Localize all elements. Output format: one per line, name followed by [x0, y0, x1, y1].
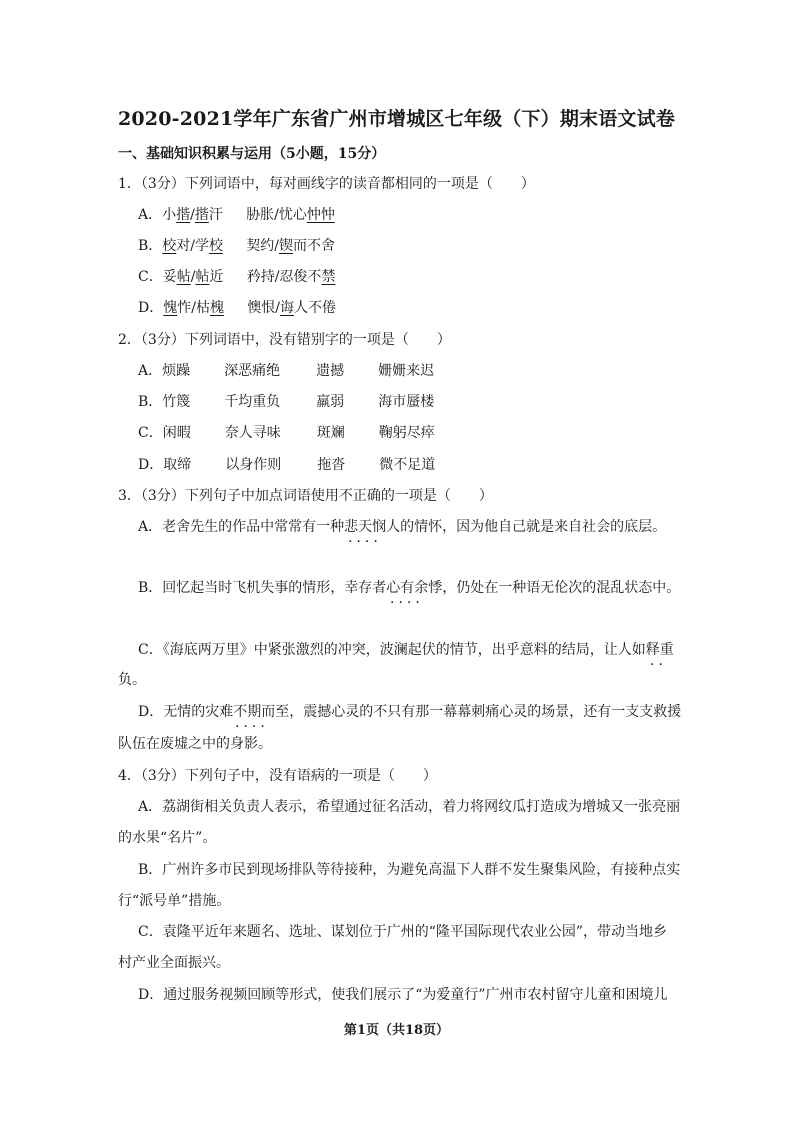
exam-title: 2020-2021学年广东省广州市增城区七年级（下）期末语文试卷	[117, 108, 676, 130]
question-3-option-b: B．回忆起当时飞机失事的情形，幸存者心有余悸，仍处在一种语无伦次的混乱状态中。	[138, 580, 681, 596]
question-4-option-a-line1: A．荔湖街相关负责人表示，希望通过征名活动，着力将网纹瓜打造成为增城又一张亮丽	[138, 799, 681, 815]
emphasis-dots: ····	[235, 719, 269, 735]
question-3-option-d-line2: 队伍在废墟之中的身影。	[118, 736, 272, 752]
question-3-option-c-line1: C．《海底两万里》中紧张激烈的冲突，波澜起伏的情节，出乎意料的结局，让人如释重	[138, 642, 674, 658]
question-3-option-d-line1: D．无情的灾难不期而至，震撼心灵的不只有那一幕幕刺痛心灵的场景，还有一支支救援	[138, 704, 682, 720]
question-4-option-d-line1: D．通过服务视频回顾等形式，使我们展示了“为爱童行”广州市农村留守儿童和困境儿	[138, 987, 668, 1003]
question-3-option-a: A．老舍先生的作品中常常有一种悲天悯人的情怀，因为他自己就是来自社会的底层。	[138, 519, 667, 535]
question-1-option: C．妥帖/帖近 矜持/忍俊不禁	[138, 269, 336, 285]
question-2-option: B．竹篾 千均重负 羸弱 海市蜃楼	[138, 394, 435, 410]
question-4-stem: 4．（3分）下列句子中，没有语病的一项是（ ）	[118, 768, 437, 784]
question-1-option: B．校对/学校 契约/锲而不舍	[138, 238, 336, 254]
page-footer: 第1页（共18页）	[343, 1023, 450, 1038]
question-2-stem: 2．（3分）下列词语中，没有错别字的一项是（ ）	[118, 332, 451, 348]
question-2-option: D．取缔 以身作则 拖沓 微不足道	[138, 457, 436, 473]
question-1-option: A．小揩/揩汗 胁胀/忧心忡忡	[138, 207, 335, 223]
emphasis-dots: ····	[390, 595, 424, 611]
question-4-option-b-line2: 行“派号单”措施。	[118, 893, 231, 909]
section-heading: 一、基础知识积累与运用（5小题，15分）	[118, 146, 386, 162]
question-2-option: A．烦躁 深恶痛绝 遗撼 姗姗来迟	[138, 363, 435, 379]
emphasis-dots: ··	[650, 657, 667, 673]
emphasis-dots: ····	[348, 534, 382, 550]
question-1-option: D．愧怍/枯槐 懊恨/诲人不倦	[138, 300, 336, 316]
question-4-option-b-line1: B．广州许多市民到现场排队等待接种，为避免高温下人群不发生聚集风险，有接种点实	[138, 862, 681, 878]
question-4-option-a-line2: 的水果“名片”。	[118, 830, 217, 846]
question-3-stem: 3．（3分）下列句子中加点词语使用不正确的一项是（ ）	[118, 488, 493, 504]
question-4-option-c-line1: C．袁隆平近年来题名、选址、谋划位于广州的“隆平国际现代农业公园”，带动当地乡	[138, 924, 668, 940]
question-3-option-c-line2: 负。	[118, 672, 146, 688]
question-4-option-c-line2: 村产业全面振兴。	[118, 955, 230, 971]
question-1-stem: 1．（3分）下列词语中，每对画线字的读音都相同的一项是（ ）	[118, 176, 535, 192]
question-2-option: C．闲暇 奈人寻味 斑斓 鞠躬尽瘁	[138, 425, 435, 441]
